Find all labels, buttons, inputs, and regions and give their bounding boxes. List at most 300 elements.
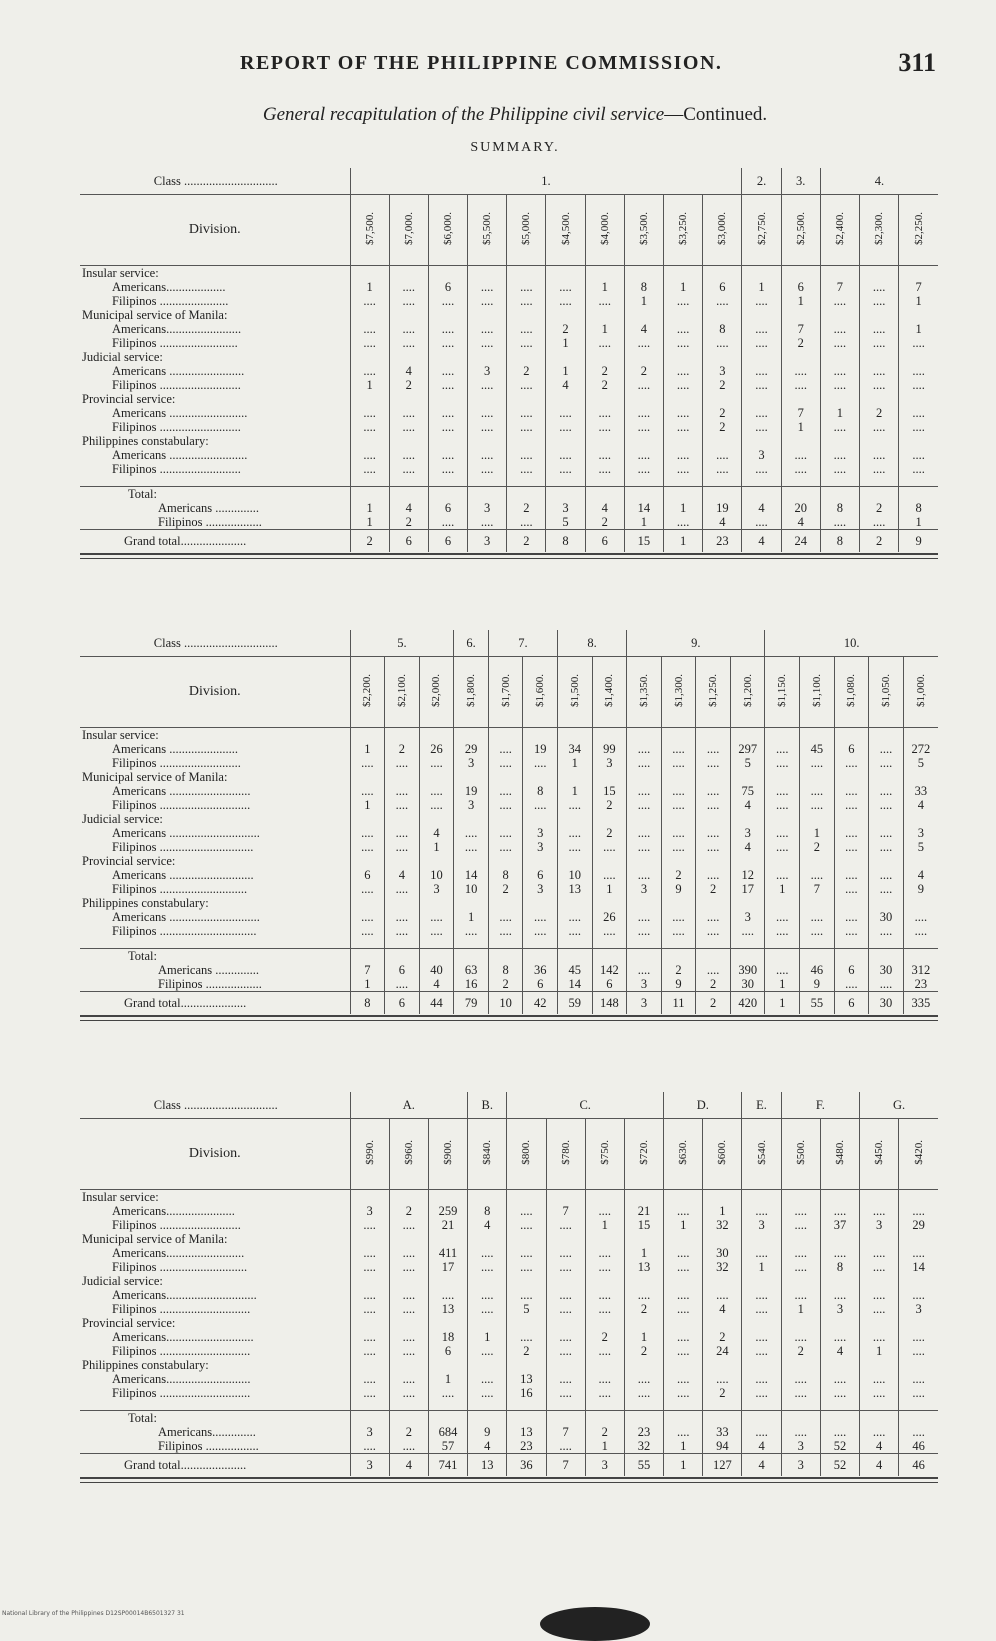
total-cell: 46 (800, 963, 835, 977)
table-cell: .... (860, 322, 899, 336)
table-cell: .... (389, 406, 428, 420)
table-cell: .... (350, 882, 385, 896)
table-cell: .... (664, 336, 703, 350)
scan-blot (540, 1607, 650, 1641)
table-cell: .... (350, 1302, 389, 1316)
table-cell (585, 266, 624, 281)
table-cell: 3 (820, 1302, 859, 1316)
table-cell: .... (523, 910, 558, 924)
table-cell: .... (820, 462, 859, 476)
salary-column-header (903, 657, 938, 728)
table-cell: .... (468, 322, 507, 336)
spacer-cell (899, 1400, 938, 1411)
table-cell: .... (800, 756, 835, 770)
table-cell: 13 (507, 1372, 546, 1386)
spacer-cell (800, 938, 835, 949)
table-cell: .... (627, 798, 662, 812)
total-cell: 8 (820, 501, 859, 515)
class-header-row (80, 630, 938, 657)
spacer-cell (627, 938, 662, 949)
table-cell: 2 (624, 364, 663, 378)
salary-label: $1,050. (880, 674, 892, 707)
table-cell: .... (428, 294, 467, 308)
table-cell (507, 266, 546, 281)
table-cell: 8 (468, 1204, 507, 1218)
salary-label: $480. (833, 1140, 846, 1165)
table-cell: .... (742, 294, 781, 308)
table-cell (468, 308, 507, 322)
table-cell (800, 949, 835, 964)
total-cell: 9 (468, 1425, 507, 1439)
total-cell: 4 (585, 501, 624, 515)
table-cell: .... (627, 742, 662, 756)
table-cell: .... (389, 1372, 428, 1386)
total-row-label: Americans .............. (158, 501, 260, 515)
table-cell: .... (624, 1386, 663, 1400)
table-cell: 2 (585, 364, 624, 378)
table-cell: .... (664, 462, 703, 476)
salary-label: $6,000. (441, 212, 454, 245)
table-cell (546, 434, 585, 448)
table-row (80, 1316, 938, 1330)
total-cell: 4 (703, 515, 742, 530)
salary-column-header (624, 195, 663, 266)
total-cell: .... (664, 515, 703, 530)
table-cell (488, 728, 523, 743)
salary-label: $960. (402, 1140, 415, 1165)
table-cell: .... (703, 448, 742, 462)
table-cell: 1 (558, 784, 593, 798)
table-cell: .... (730, 924, 765, 938)
table-cell: 3 (468, 364, 507, 378)
table-cell (899, 1232, 938, 1246)
total-cell: 23 (903, 977, 938, 992)
salary-column-header (558, 657, 593, 728)
table-cell: .... (546, 1330, 585, 1344)
table-cell: .... (488, 742, 523, 756)
table-cell: .... (428, 364, 467, 378)
salary-column-header (385, 657, 420, 728)
row-label: Americans............................. (112, 1288, 257, 1302)
table-row (80, 1330, 938, 1344)
table-cell: .... (624, 1372, 663, 1386)
spacer-cell (389, 1400, 428, 1411)
salary-column-header (627, 657, 662, 728)
table-cell (385, 854, 420, 868)
table-row (80, 812, 938, 826)
salary-column-header (860, 195, 899, 266)
row-label: Filipinos .......................... (112, 462, 241, 476)
table-cell (664, 434, 703, 448)
table-cell: .... (742, 1302, 781, 1316)
table-cell: 10 (558, 868, 593, 882)
table-cell: .... (546, 420, 585, 434)
table-cell: .... (627, 924, 662, 938)
table-cell: .... (350, 924, 385, 938)
table-cell: .... (742, 420, 781, 434)
table-cell: 2 (703, 1386, 742, 1400)
table-cell: .... (664, 1372, 703, 1386)
table-cell (899, 266, 938, 281)
table-cell (507, 434, 546, 448)
table-cell (696, 854, 731, 868)
spacer-cell (624, 1400, 663, 1411)
total-cell: .... (664, 1425, 703, 1439)
table-cell: 32 (703, 1260, 742, 1274)
salary-column-header (661, 657, 696, 728)
table-cell (781, 350, 820, 364)
total-cell: 32 (624, 1439, 663, 1454)
table-cell (558, 949, 593, 964)
total-cell: .... (820, 1425, 859, 1439)
table-row (80, 1232, 938, 1246)
table-row (80, 1260, 938, 1274)
table-cell: .... (696, 924, 731, 938)
table-cell (834, 854, 869, 868)
table-cell (468, 350, 507, 364)
salary-column-header (703, 195, 742, 266)
grand-total-row (80, 992, 938, 1015)
salary-column-header (834, 657, 869, 728)
table-cell (468, 1274, 507, 1288)
table-cell: .... (585, 336, 624, 350)
table-cell (507, 1232, 546, 1246)
grand-total-cell: 6 (834, 992, 869, 1015)
table-cell (627, 728, 662, 743)
row-label: Filipinos ............................. (112, 1302, 251, 1316)
grand-total-cell: 55 (624, 1454, 663, 1477)
total-cell: 2 (661, 963, 696, 977)
table-row (80, 742, 938, 756)
grand-total-cell: 1 (765, 992, 800, 1015)
total-heading-row (80, 949, 938, 964)
table-cell: .... (585, 1260, 624, 1274)
salary-label: $2,750. (755, 212, 768, 245)
table-cell: 1 (350, 742, 385, 756)
table-cell: 2 (507, 364, 546, 378)
table-cell (624, 434, 663, 448)
table-rule (80, 1477, 938, 1483)
table-cell: 3 (903, 826, 938, 840)
table-cell: 6 (523, 868, 558, 882)
total-row (80, 963, 938, 977)
table-cell: 2 (661, 868, 696, 882)
table-cell: .... (781, 364, 820, 378)
table-row (80, 420, 938, 434)
total-heading-row (80, 487, 938, 502)
salary-label: $2,400. (833, 212, 846, 245)
row-label: Filipinos ............................... (112, 924, 257, 938)
class-group-label: C. (507, 1092, 664, 1119)
grand-total-cell: 6 (389, 530, 428, 553)
table-cell: 4 (730, 840, 765, 854)
total-cell: 9 (800, 977, 835, 992)
table-cell: 1 (585, 1218, 624, 1232)
salary-label: $990. (363, 1140, 376, 1165)
table-cell: 26 (592, 910, 627, 924)
table-cell (664, 1411, 703, 1426)
table-cell: .... (820, 1246, 859, 1260)
total-cell: .... (781, 1425, 820, 1439)
table-cell (389, 1274, 428, 1288)
table-cell: .... (703, 294, 742, 308)
table-cell (627, 770, 662, 784)
salary-label: $1,200. (741, 674, 754, 707)
salary-column-header (546, 1119, 585, 1190)
row-label: Americans............................ (112, 1330, 254, 1344)
table-cell: .... (488, 840, 523, 854)
table-cell (703, 1274, 742, 1288)
salary-label: $600. (716, 1140, 729, 1165)
row-label: Filipinos ............................. (112, 1386, 251, 1400)
table-cell: 1 (820, 406, 859, 420)
spacer-cell (350, 1400, 389, 1411)
table-cell: 3 (523, 840, 558, 854)
table-cell (742, 487, 781, 502)
table-cell: .... (860, 1372, 899, 1386)
row-label: Americans ......................... (112, 406, 248, 420)
table-cell (546, 487, 585, 502)
table-cell: .... (661, 784, 696, 798)
table-cell: .... (696, 868, 731, 882)
table-cell (419, 896, 454, 910)
table-cell: .... (585, 1288, 624, 1302)
table-cell: 37 (820, 1218, 859, 1232)
table-cell: 29 (899, 1218, 938, 1232)
salary-column-header (546, 195, 585, 266)
table-cell: 3 (730, 826, 765, 840)
table-cell: .... (507, 1218, 546, 1232)
table-row (80, 840, 938, 854)
salary-column-header (468, 1119, 507, 1190)
table-cell: .... (820, 378, 859, 392)
table-row (80, 266, 938, 281)
table-cell: .... (350, 1246, 389, 1260)
table-cell (765, 854, 800, 868)
grand-total-cell: 420 (730, 992, 765, 1015)
salary-label: $3,500. (637, 212, 650, 245)
table-cell: 8 (488, 868, 523, 882)
table-cell: .... (385, 882, 420, 896)
class-group-label: 5. (350, 630, 454, 657)
table-cell: .... (523, 798, 558, 812)
total-cell: .... (860, 1425, 899, 1439)
table-cell (350, 854, 385, 868)
total-cell: .... (507, 515, 546, 530)
page-header (240, 48, 936, 82)
table-cell (624, 1358, 663, 1372)
total-heading-row (80, 1411, 938, 1426)
table-cell (661, 812, 696, 826)
table-cell: .... (869, 924, 904, 938)
total-label: Total: (80, 949, 350, 964)
total-cell: 23 (507, 1439, 546, 1454)
table-cell: .... (558, 840, 593, 854)
table-cell (664, 487, 703, 502)
table-cell: .... (389, 322, 428, 336)
table-cell (592, 896, 627, 910)
table-cell: 29 (454, 742, 489, 756)
table-cell (546, 1274, 585, 1288)
salary-label: $420. (912, 1140, 925, 1165)
spacer-cell (585, 1400, 624, 1411)
grand-total-cell: 24 (781, 530, 820, 553)
salary-column-header (800, 657, 835, 728)
table-cell (507, 350, 546, 364)
table-cell: .... (899, 1246, 938, 1260)
row-label: Americans ........................ (112, 364, 245, 378)
table-cell: .... (389, 1260, 428, 1274)
grand-total-cell: 4 (860, 1454, 899, 1477)
table-cell (860, 1411, 899, 1426)
salary-column-header (820, 195, 859, 266)
total-cell: 30 (730, 977, 765, 992)
table-cell: 21 (624, 1204, 663, 1218)
table-cell (730, 812, 765, 826)
spacer-cell (742, 476, 781, 487)
table-cell: .... (428, 448, 467, 462)
table-cell: .... (389, 294, 428, 308)
table-cell: 10 (454, 882, 489, 896)
table-cell (585, 1316, 624, 1330)
grand-total-cell: 1 (664, 1454, 703, 1477)
table-cell: .... (389, 1302, 428, 1316)
table-cell: .... (820, 1204, 859, 1218)
table-cell (507, 392, 546, 406)
table-cell (899, 350, 938, 364)
grand-total-cell: 46 (899, 1454, 938, 1477)
table-cell: 19 (523, 742, 558, 756)
table-cell: .... (546, 406, 585, 420)
table-cell (664, 350, 703, 364)
class-group-label: F. (781, 1092, 859, 1119)
spacer-cell (860, 476, 899, 487)
table-cell (350, 350, 389, 364)
table-cell (820, 392, 859, 406)
table-cell (624, 392, 663, 406)
total-cell: 1 (350, 501, 389, 515)
grand-total-cell: 4 (742, 530, 781, 553)
grand-total-cell: 11 (661, 992, 696, 1015)
salary-label: $1,100. (810, 674, 823, 707)
table-cell: .... (820, 420, 859, 434)
table-cell: .... (624, 1288, 663, 1302)
table-cell: 17 (730, 882, 765, 896)
row-label: Americans........................... (112, 1372, 251, 1386)
table-cell (428, 1316, 467, 1330)
table-cell: 1 (703, 1204, 742, 1218)
grand-total-cell: 8 (820, 530, 859, 553)
summary-table-classes-a-g (80, 1092, 938, 1476)
table-cell: 8 (703, 322, 742, 336)
table-cell: .... (468, 336, 507, 350)
page-number: 311 (898, 48, 936, 77)
table-cell: .... (558, 910, 593, 924)
table-cell: 17 (428, 1260, 467, 1274)
salary-label: $2,100. (395, 674, 408, 707)
table-cell: .... (899, 1204, 938, 1218)
table-cell: .... (869, 826, 904, 840)
row-label: Americans........................ (112, 322, 242, 336)
grand-total-cell: 8 (546, 530, 585, 553)
salary-label: $5,000. (520, 212, 533, 245)
table-cell: .... (592, 840, 627, 854)
table-cell: 34 (558, 742, 593, 756)
salary-label: $540. (755, 1140, 768, 1165)
table-cell (558, 854, 593, 868)
grand-total-cell: 6 (428, 530, 467, 553)
table-cell (585, 1232, 624, 1246)
grand-total-label: Grand total..................... (80, 1454, 350, 1477)
table-cell (860, 392, 899, 406)
table-cell (834, 949, 869, 964)
running-title: REPORT OF THE PHILIPPINE COMMISSION. (240, 52, 723, 74)
total-cell: .... (820, 515, 859, 530)
table-cell (696, 728, 731, 743)
table-cell: 1 (558, 756, 593, 770)
table-cell: .... (860, 462, 899, 476)
table-cell: .... (869, 742, 904, 756)
total-cell: 14 (624, 501, 663, 515)
table-cell: .... (860, 294, 899, 308)
table-cell: .... (350, 322, 389, 336)
table-cell: 8 (624, 280, 663, 294)
grand-total-cell: 6 (585, 530, 624, 553)
salary-column-header (742, 1119, 781, 1190)
subtitle-continued: —Continued. (664, 104, 768, 125)
table-cell (903, 770, 938, 784)
total-cell: .... (627, 963, 662, 977)
table-cell (860, 1316, 899, 1330)
table-cell: .... (765, 784, 800, 798)
table-cell (419, 949, 454, 964)
table-cell: 1 (899, 294, 938, 308)
table-cell: .... (350, 1218, 389, 1232)
row-label: Provincial service: (82, 854, 176, 868)
table-cell (454, 854, 489, 868)
salary-label: $7,000. (402, 212, 415, 245)
table-cell: 1 (899, 322, 938, 336)
table-cell: 2 (389, 378, 428, 392)
salary-column-header (696, 657, 731, 728)
table-cell (419, 770, 454, 784)
total-cell: 4 (742, 501, 781, 515)
spacer-cell (664, 476, 703, 487)
grand-total-cell: 30 (869, 992, 904, 1015)
table-cell: 18 (428, 1330, 467, 1344)
table-cell: .... (468, 378, 507, 392)
table-cell: 259 (428, 1204, 467, 1218)
table-cell: 2 (703, 420, 742, 434)
table-cell: 2 (703, 378, 742, 392)
total-row (80, 1439, 938, 1454)
spacer-cell (781, 476, 820, 487)
table-cell (899, 308, 938, 322)
table-cell: .... (546, 1260, 585, 1274)
table-cell: .... (585, 448, 624, 462)
total-cell: .... (468, 515, 507, 530)
table-cell: .... (703, 1288, 742, 1302)
salary-label: $630. (677, 1140, 690, 1165)
table-row (80, 280, 938, 294)
table-cell: .... (834, 798, 869, 812)
table-cell: .... (899, 1386, 938, 1400)
table-cell (664, 1358, 703, 1372)
table-cell: .... (781, 1288, 820, 1302)
table-cell (558, 728, 593, 743)
total-cell: 7 (350, 963, 385, 977)
table-cell: .... (860, 364, 899, 378)
